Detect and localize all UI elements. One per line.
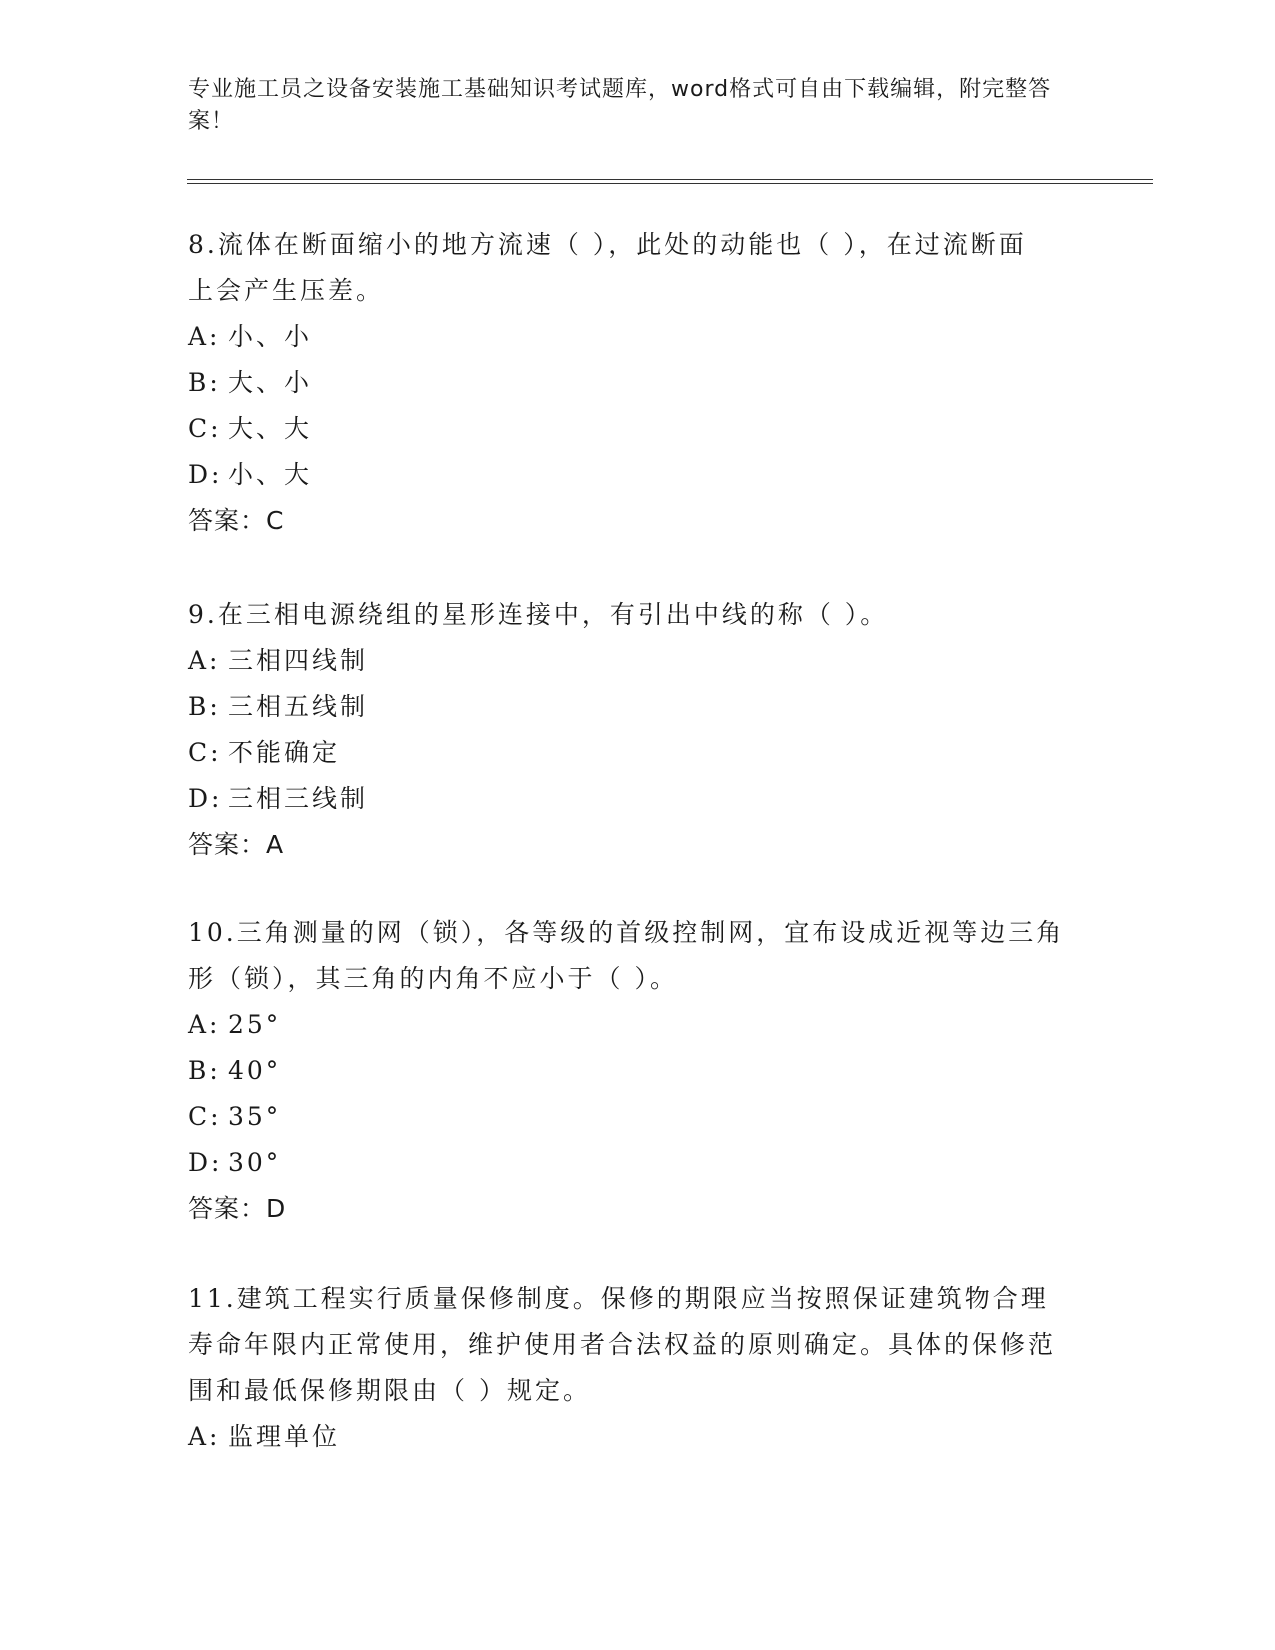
option-text: 三相三线制: [228, 784, 369, 813]
option-b: [188, 360, 1088, 406]
option-text: 监理单位: [228, 1422, 341, 1451]
document-header: 专业施工员之设备安装施工基础知识考试题库，word格式可自由下载编辑，附完整答案！: [188, 77, 1052, 134]
option-key: C:: [188, 1102, 222, 1131]
option-text: 大、大: [228, 414, 313, 443]
answer-line: 答案：A: [188, 830, 285, 859]
option-key: B:: [188, 1056, 221, 1085]
option-key: C:: [188, 414, 222, 443]
option-a: [188, 1002, 1088, 1048]
question-8: [188, 222, 1088, 544]
option-b: [188, 1048, 1088, 1094]
answer-line: 答案：C: [188, 506, 285, 535]
option-text: 三相五线制: [228, 692, 369, 721]
option-d: [188, 452, 1088, 498]
option-text: 30°: [228, 1148, 282, 1177]
option-c: [188, 406, 1088, 452]
question-stem: 9.在三相电源绕组的星形连接中，有引出中线的称（ ）。: [188, 600, 889, 629]
option-text: 大、小: [228, 368, 313, 397]
option-key: A:: [188, 1422, 221, 1451]
option-d: [188, 1140, 1088, 1186]
option-text: 不能确定: [228, 738, 341, 767]
question-9: [188, 592, 1088, 868]
option-b: [188, 684, 1088, 730]
option-key: D:: [188, 784, 223, 813]
option-text: 小、大: [228, 460, 313, 489]
option-text: 35°: [228, 1102, 282, 1131]
option-key: B:: [188, 692, 221, 721]
option-text: 三相四线制: [228, 646, 369, 675]
option-a: [188, 638, 1088, 684]
option-a: [188, 1414, 1088, 1460]
option-key: B:: [188, 368, 221, 397]
option-key: A:: [188, 322, 221, 351]
option-key: A:: [188, 1010, 221, 1039]
header-divider: [187, 179, 1153, 184]
option-text: 小、小: [228, 322, 313, 351]
option-c: [188, 730, 1088, 776]
question-stem: 8.流体在断面缩小的地方流速（ ），此处的动能也（ ），在过流断面上会产生压差。: [188, 230, 1027, 305]
option-key: D:: [188, 1148, 223, 1177]
option-text: 25°: [228, 1010, 282, 1039]
question-stem: 11.建筑工程实行质量保修制度。保修的期限应当按照保证建筑物合理寿命年限内正常使用，维护使用者合法权益的原则确定。具体的保修范围和最低保修期限由（ ）规定。: [188, 1284, 1057, 1405]
option-key: A:: [188, 646, 221, 675]
option-key: D:: [188, 460, 223, 489]
option-key: C:: [188, 738, 222, 767]
question-10: [188, 910, 1088, 1232]
option-c: [188, 1094, 1088, 1140]
question-stem: 10.三角测量的网（锁），各等级的首级控制网，宜布设成近视等边三角形（锁），其三角的内角不应小于（ ）。: [188, 918, 1065, 993]
option-a: [188, 314, 1088, 360]
option-d: [188, 776, 1088, 822]
answer-line: 答案：D: [188, 1194, 287, 1223]
question-11: [188, 1276, 1088, 1460]
option-text: 40°: [228, 1056, 282, 1085]
